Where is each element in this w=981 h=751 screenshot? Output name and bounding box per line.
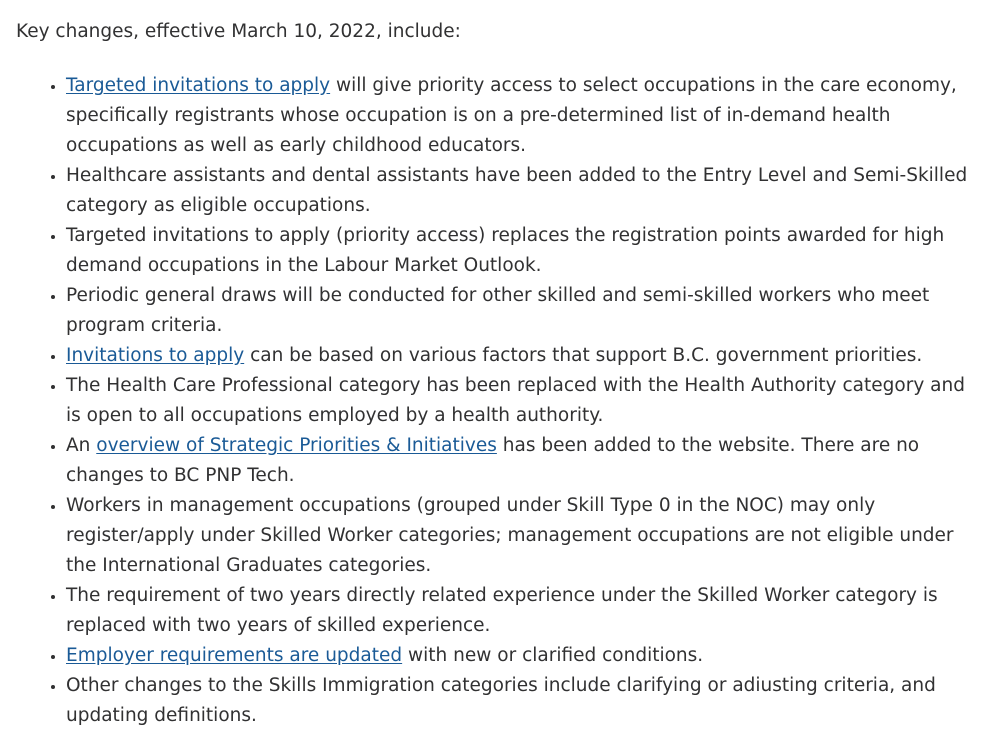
list-item-text: has been added to the website. There are no changes to BC PNP Tech. — [66, 435, 920, 486]
list-item-text: The requirement of two years directly related experience under the Skilled Worker category is replaced with two years of skilled experience. — [66, 585, 938, 636]
list-item-text: Periodic general draws will be conducted for other skilled and semi-skilled workers who meet program criteria. — [66, 285, 930, 336]
list-item — [66, 581, 981, 641]
strategic-priorities-link[interactable]: overview of Strategic Priorities & Initiatives — [96, 435, 497, 456]
list-item-text: Workers in management occupations (grouped under Skill Type 0 in the NOC) may only register/apply under Skilled Worker categories; management occupations are not eligible under the International Graduates categories. — [66, 495, 954, 576]
list-item — [66, 341, 981, 371]
invitations-to-apply-link[interactable]: Invitations to apply — [66, 345, 245, 366]
targeted-invitations-link[interactable]: Targeted invitations to apply — [66, 75, 331, 96]
list-item — [66, 71, 981, 161]
list-item — [66, 371, 981, 431]
list-item-text: Targeted invitations to apply (priority access) replaces the registration points awarded for high demand occupations in the Labour Market Outlook. — [66, 225, 945, 276]
list-item-text: Other changes to the Skills Immigration categories include clarifying or adiusting criteria, and updating definitions. — [66, 675, 936, 726]
list-item-text: Healthcare assistants and dental assistants have been added to the Entry Level and Semi-Skilled category as eligible occupations. — [66, 165, 968, 216]
intro-text: Key changes, effective March 10, 2022, include: — [16, 21, 461, 42]
list-item — [66, 221, 981, 281]
list-item — [66, 671, 981, 731]
employer-requirements-link[interactable]: Employer requirements are updated — [66, 645, 403, 666]
list-item-text: will give priority access to select occupations in the care economy, specifically registrants whose occupation is on a pre-determined list of in-demand health occupations as well as early childhood educators. — [66, 75, 957, 156]
key-changes-list — [0, 71, 981, 731]
list-item — [66, 431, 981, 491]
list-item-text: can be based on various factors that support B.C. government priorities. — [244, 345, 923, 366]
list-item — [66, 641, 981, 671]
list-item-prefix: An — [66, 435, 97, 456]
list-item — [66, 281, 981, 341]
list-item — [66, 491, 981, 581]
list-item-text: with new or clarified conditions. — [402, 645, 704, 666]
list-item-text: The Health Care Professional category has been replaced with the Health Authority category and is open to all occupations employed by a health authority. — [66, 375, 965, 426]
list-item — [66, 161, 981, 221]
